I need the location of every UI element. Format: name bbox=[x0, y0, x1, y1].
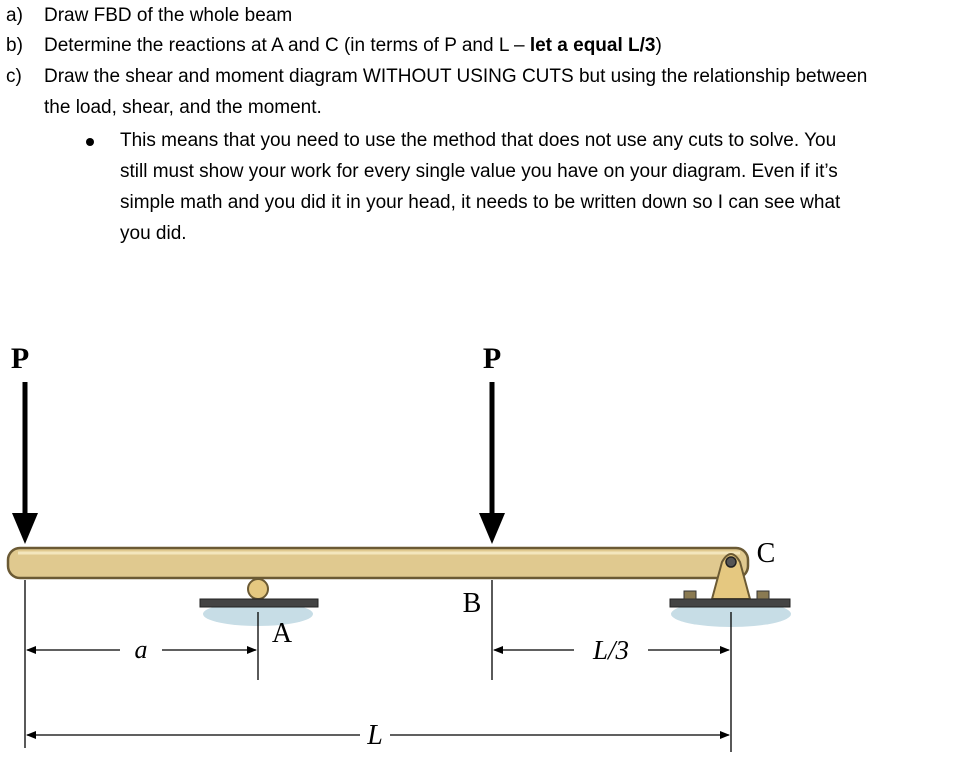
dimension-a-label: a bbox=[134, 635, 148, 664]
bullet-line1: This means that you need to use the method that does not use any cuts to solve. You bbox=[120, 130, 837, 151]
instruction-c-label: c) bbox=[6, 66, 22, 87]
instruction-b-end: ) bbox=[655, 35, 662, 56]
instruction-b-label: b) bbox=[6, 35, 23, 56]
instruction-a-text: Draw FBD of the whole beam bbox=[44, 5, 293, 26]
support-c-label: C bbox=[756, 538, 776, 569]
instruction-c-line2: the load, shear, and the moment. bbox=[44, 97, 322, 118]
support-a-roller bbox=[200, 579, 318, 607]
support-a-label: A bbox=[271, 618, 293, 649]
instruction-c-line1: Draw the shear and moment diagram WITHOUT USING CUTS but using the relationship between bbox=[44, 66, 868, 87]
instruction-b-bold: let a equal L/3 bbox=[529, 35, 656, 56]
point-b-label: B bbox=[462, 588, 482, 619]
bullet-line2: still must show your work for every single value you have on your diagram. Even if it’s bbox=[120, 161, 838, 182]
load-middle-label: P bbox=[482, 342, 502, 375]
bullet-line4: you did. bbox=[120, 223, 187, 244]
instruction-a-label: a) bbox=[6, 5, 23, 26]
load-left-arrow bbox=[12, 382, 38, 544]
dimension-l3-label: L/3 bbox=[592, 635, 630, 665]
bullet-line3: simple math and you did it in your head, it needs to be written down so I can see what bbox=[120, 192, 841, 213]
dimension-l-label: L bbox=[367, 720, 383, 751]
instruction-b-text: Determine the reactions at A and C (in terms of P and L – bbox=[44, 35, 530, 56]
load-middle-arrow bbox=[479, 382, 505, 544]
load-left-label: P bbox=[10, 342, 30, 375]
